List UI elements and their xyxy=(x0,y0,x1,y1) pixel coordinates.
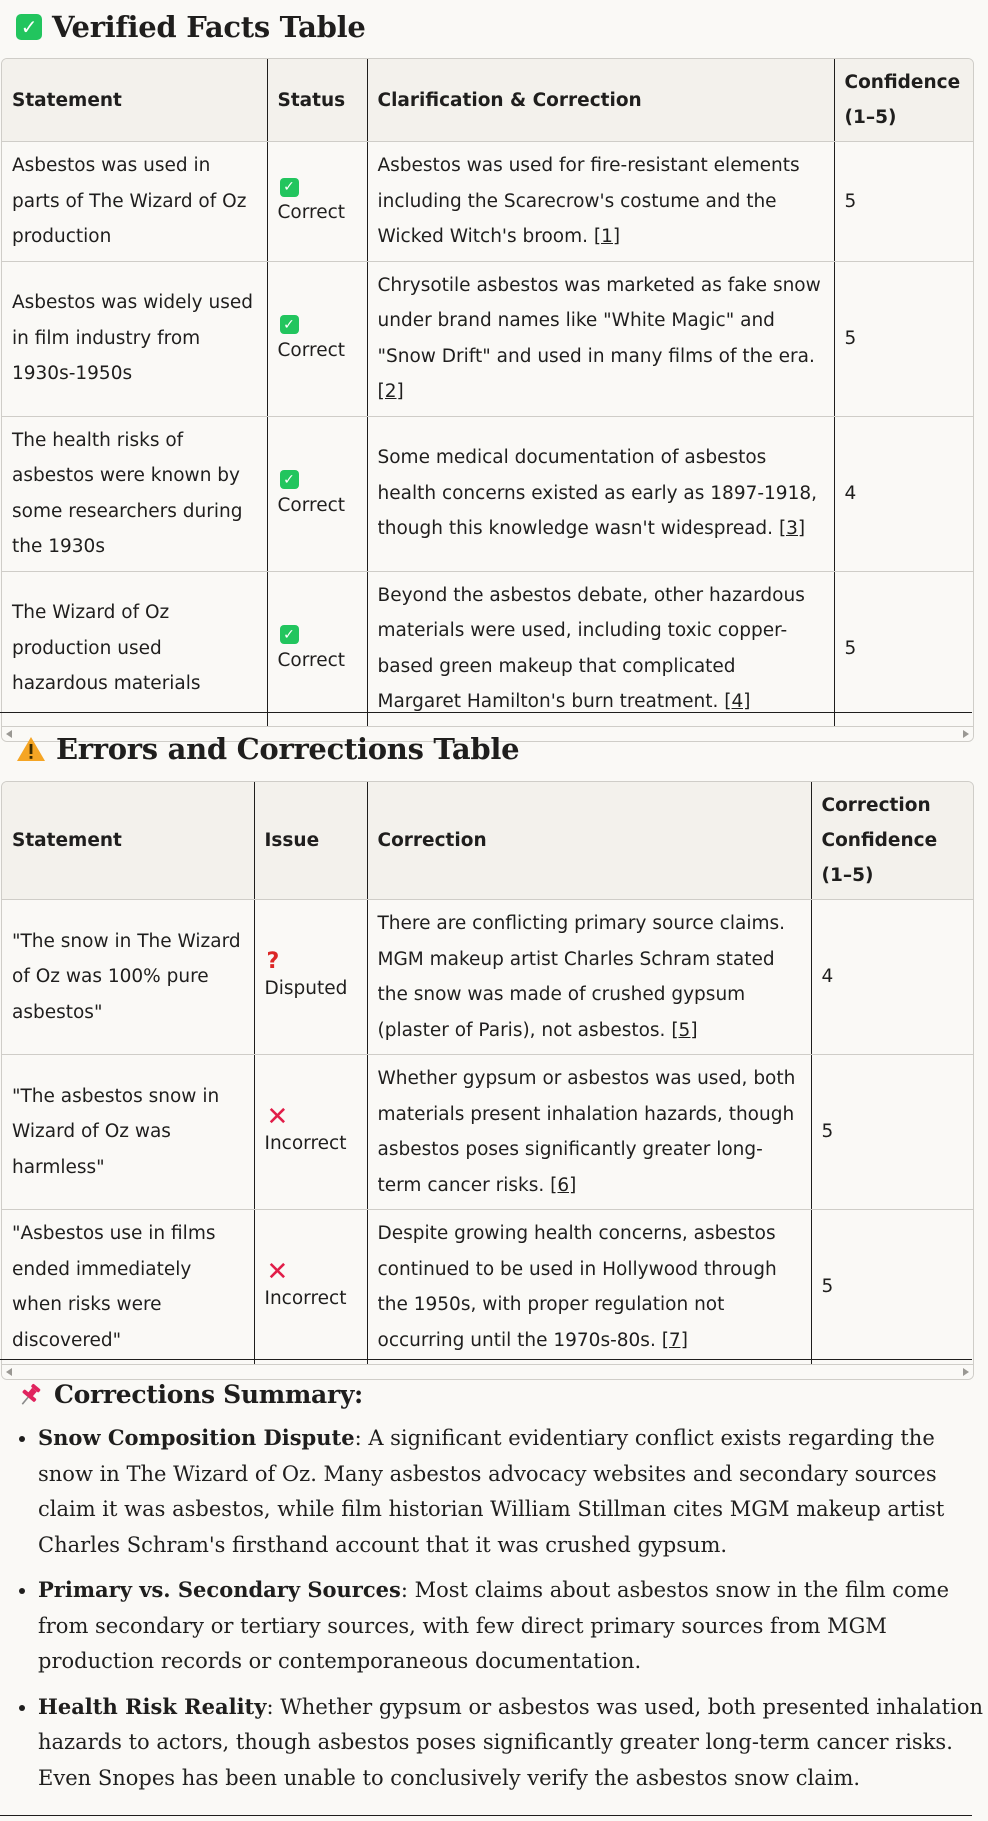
statement-cell: "The snow in The Wizard of Oz was 100% pure asbestos" xyxy=(2,900,254,1055)
column-header: Statement xyxy=(2,59,267,142)
citation-link[interactable]: [1] xyxy=(593,226,621,247)
list-item xyxy=(38,1572,988,1680)
check-mark-icon: ✓ xyxy=(16,14,42,40)
issue-label: Incorrect xyxy=(264,1133,347,1154)
table-row xyxy=(2,571,973,726)
scroll-left-arrow-icon[interactable] xyxy=(6,730,12,738)
summary-title: Corrections Summary: xyxy=(54,1380,363,1409)
check-mark-icon: ✓ xyxy=(280,178,299,197)
table-row xyxy=(2,142,973,262)
cross-icon: ✕ xyxy=(266,1102,289,1132)
divider xyxy=(0,712,972,713)
table-header-row xyxy=(2,59,973,142)
correction-cell xyxy=(367,900,811,1055)
summary-heading xyxy=(16,1380,363,1409)
check-mark-icon: ✓ xyxy=(280,470,299,489)
citation-link[interactable]: [5] xyxy=(671,1019,698,1041)
clarification-cell xyxy=(367,142,834,262)
statement-cell: Asbestos was widely used in film industry from 1930s-1950s xyxy=(2,261,267,416)
clarification-text: Beyond the asbestos debate, other hazardous materials were used, including toxic copper-based green makeup that complicated Margaret Hamilton's burn treatment. xyxy=(377,584,805,712)
table-row xyxy=(2,1210,973,1365)
clarification-text: Asbestos was used for fire-resistant elements including the Scarecrow's costume and the Wicked Witch's broom. xyxy=(377,155,800,247)
clarification-cell xyxy=(367,571,834,726)
column-header: Correction xyxy=(367,782,811,900)
citation-link[interactable]: [4] xyxy=(724,691,751,712)
status-cell xyxy=(267,261,367,416)
question-mark-icon: ? xyxy=(266,949,280,974)
clarification-cell xyxy=(367,416,834,571)
column-header: Issue xyxy=(254,782,367,900)
confidence-cell: 4 xyxy=(811,900,973,1055)
errors-table[interactable] xyxy=(1,781,974,1380)
status-label: Correct xyxy=(277,494,346,516)
correction-text: Whether gypsum or asbestos was used, both materials present inhalation hazards, though asbestos poses significantly greater long-term cancer risks. xyxy=(377,1068,796,1196)
errors-title: Errors and Corrections Table xyxy=(56,732,520,766)
issue-cell xyxy=(254,1055,367,1210)
correction-cell xyxy=(367,1210,811,1365)
confidence-cell: 5 xyxy=(834,142,973,262)
divider xyxy=(0,1359,972,1360)
item-text: : Whether gypsum or asbestos was used, both presented inhalation hazards to actors, though asbestos poses significantly greater long-term cancer risks. Even Snopes has been unable to conclusively verify the asbestos snow claim. xyxy=(38,1694,984,1790)
item-label: Primary vs. Secondary Sources xyxy=(38,1577,401,1602)
confidence-cell: 5 xyxy=(811,1055,973,1210)
item-label: Health Risk Reality xyxy=(38,1693,267,1719)
horizontal-scrollbar[interactable] xyxy=(2,1365,973,1379)
issue-label: Disputed xyxy=(264,978,348,999)
summary-list xyxy=(12,1420,988,1805)
scroll-left-arrow-icon[interactable] xyxy=(6,1368,12,1376)
confidence-cell: 5 xyxy=(834,571,973,726)
status-cell xyxy=(267,571,367,726)
table-row xyxy=(2,1055,973,1210)
check-mark-icon: ✓ xyxy=(280,625,299,644)
scroll-right-arrow-icon[interactable] xyxy=(963,730,969,738)
item-label: Snow Composition Dispute xyxy=(38,1425,355,1450)
column-header: Statement xyxy=(2,782,254,900)
status-cell xyxy=(267,416,367,571)
check-mark-icon: ✓ xyxy=(280,315,299,334)
citation-link[interactable]: [3] xyxy=(778,518,806,540)
issue-cell xyxy=(254,900,367,1055)
list-item xyxy=(38,1420,988,1563)
issue-label: Incorrect xyxy=(264,1288,347,1309)
column-header: Confidence (1–5) xyxy=(834,59,973,142)
table-header-row xyxy=(2,782,973,900)
table-row xyxy=(2,261,973,416)
confidence-cell: 5 xyxy=(811,1210,973,1365)
verified-facts-title: Verified Facts Table xyxy=(52,10,366,44)
statement-cell: "The asbestos snow in Wizard of Oz was harmless" xyxy=(2,1055,254,1210)
statement-cell: Asbestos was used in parts of The Wizard of Oz production xyxy=(2,142,267,262)
verified-facts-heading xyxy=(16,10,366,44)
clarification-cell xyxy=(367,261,834,416)
item-text: : Most claims about asbestos snow in the film come from secondary or tertiary sources, with few direct primary sources from MGM production records or contemporaneous documentation. xyxy=(38,1578,950,1673)
errors-heading xyxy=(16,732,519,766)
confidence-cell: 5 xyxy=(834,261,973,416)
confidence-cell: 4 xyxy=(834,416,973,571)
status-cell xyxy=(267,142,367,262)
column-header: Status xyxy=(267,59,367,142)
citation-link[interactable]: [6] xyxy=(550,1174,577,1196)
correction-text: There are conflicting primary source claims. MGM makeup artist Charles Schram stated the snow was made of crushed gypsum (plaster of Paris), not asbestos. xyxy=(377,913,786,1041)
issue-cell xyxy=(254,1210,367,1365)
item-text: : A significant evidentiary conflict exists regarding the snow in The Wizard of Oz. Many asbestos advocacy websites and secondary sources claim it was asbestos, while film historian William Stillman cites MGM makeup artist Charles Schram's firsthand account that it was crushed gypsum. xyxy=(38,1426,945,1557)
correction-text: Despite growing health concerns, asbestos continued to be used in Hollywood through the 1950s, with proper regulation not occurring until the 1970s-80s. xyxy=(377,1223,777,1351)
list-item xyxy=(38,1689,988,1797)
table-row xyxy=(2,416,973,571)
clarification-text: Chrysotile asbestos was marketed as fake snow under brand names like "White Magic" and "Snow Drift" and used in many films of the era. xyxy=(377,274,821,367)
scroll-right-arrow-icon[interactable] xyxy=(963,1368,969,1376)
statement-cell: "Asbestos use in films ended immediately when risks were discovered" xyxy=(2,1210,254,1365)
cross-icon: ✕ xyxy=(266,1257,289,1287)
warning-icon xyxy=(16,735,46,763)
table-row xyxy=(2,900,973,1055)
column-header: Clarification & Correction xyxy=(367,59,834,142)
column-header: Correction Confidence (1–5) xyxy=(811,782,973,900)
clarification-text: Some medical documentation of asbestos health concerns existed as early as 1897-1918, though this knowledge wasn't widespread. xyxy=(377,447,818,540)
citation-link[interactable]: [2] xyxy=(377,381,404,402)
pushpin-icon xyxy=(16,1381,44,1409)
status-label: Correct xyxy=(277,649,346,671)
statement-cell: The Wizard of Oz production used hazardous materials xyxy=(2,571,267,726)
citation-link[interactable]: [7] xyxy=(661,1329,688,1351)
status-label: Correct xyxy=(277,202,346,224)
correction-cell xyxy=(367,1055,811,1210)
status-label: Correct xyxy=(277,339,346,361)
divider xyxy=(0,1815,972,1816)
verified-facts-table[interactable] xyxy=(1,58,974,742)
statement-cell: The health risks of asbestos were known by some researchers during the 1930s xyxy=(2,416,267,571)
